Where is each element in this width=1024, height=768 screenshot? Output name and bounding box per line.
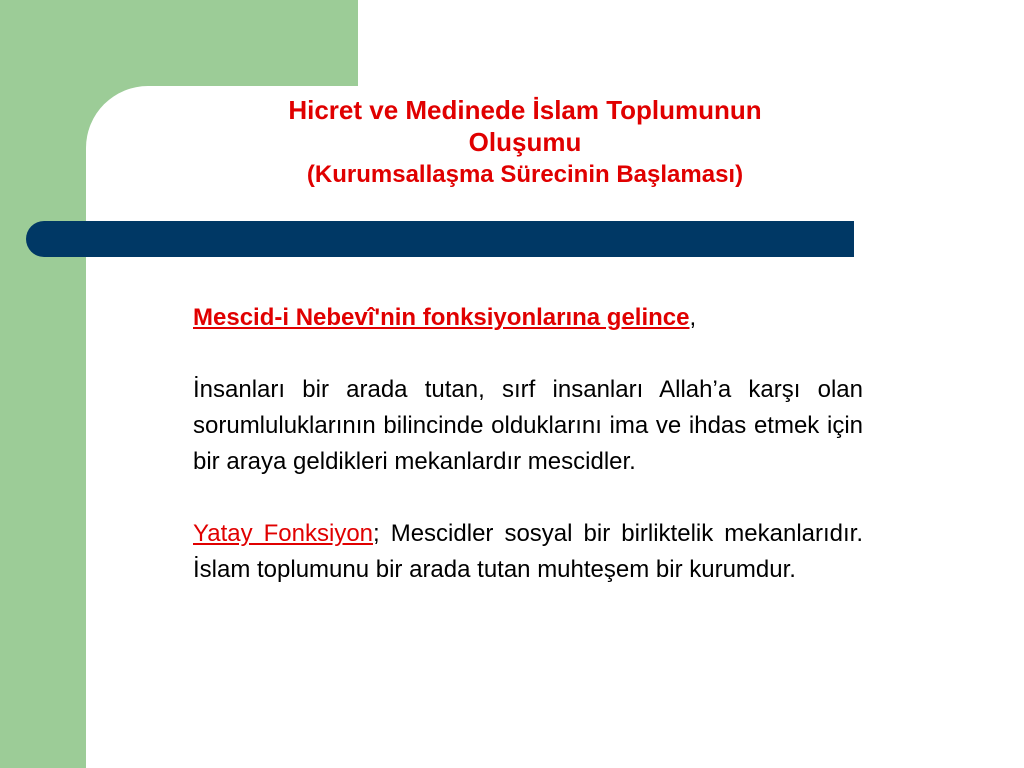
navy-divider-bar xyxy=(26,221,854,257)
slide-subtitle: (Kurumsallaşma Sürecinin Başlaması) xyxy=(306,161,744,188)
slide-title xyxy=(190,94,860,190)
paragraph-1: İnsanları bir arada tutan, sırf insanları Allah’a karşı olan sorumluluklarının bilincinde olduklarını ima ve ihdas etmek için bir araya geldikleri mekanlardır mescidler. xyxy=(193,376,863,475)
body-text xyxy=(193,300,863,588)
spacer xyxy=(193,480,863,516)
paragraph-2-label: Yatay Fonksiyon xyxy=(193,520,374,547)
paragraph-2-text: ; Mescidler sosyal bir birliktelik mekanlarıdır. İslam toplumunu bir arada tutan muhteşem bir kurumdur. xyxy=(193,520,864,583)
title-line-2: Oluşumu xyxy=(468,127,582,157)
paragraph-2 xyxy=(193,516,863,588)
title-line-1: Hicret ve Medinede İslam Toplumunun xyxy=(288,95,762,125)
section-heading-text: Mescid-i Nebevî'nin fonksiyonlarına gelince xyxy=(193,304,690,331)
section-heading-suffix: , xyxy=(689,304,697,331)
spacer xyxy=(193,336,863,372)
section-heading xyxy=(193,300,863,336)
